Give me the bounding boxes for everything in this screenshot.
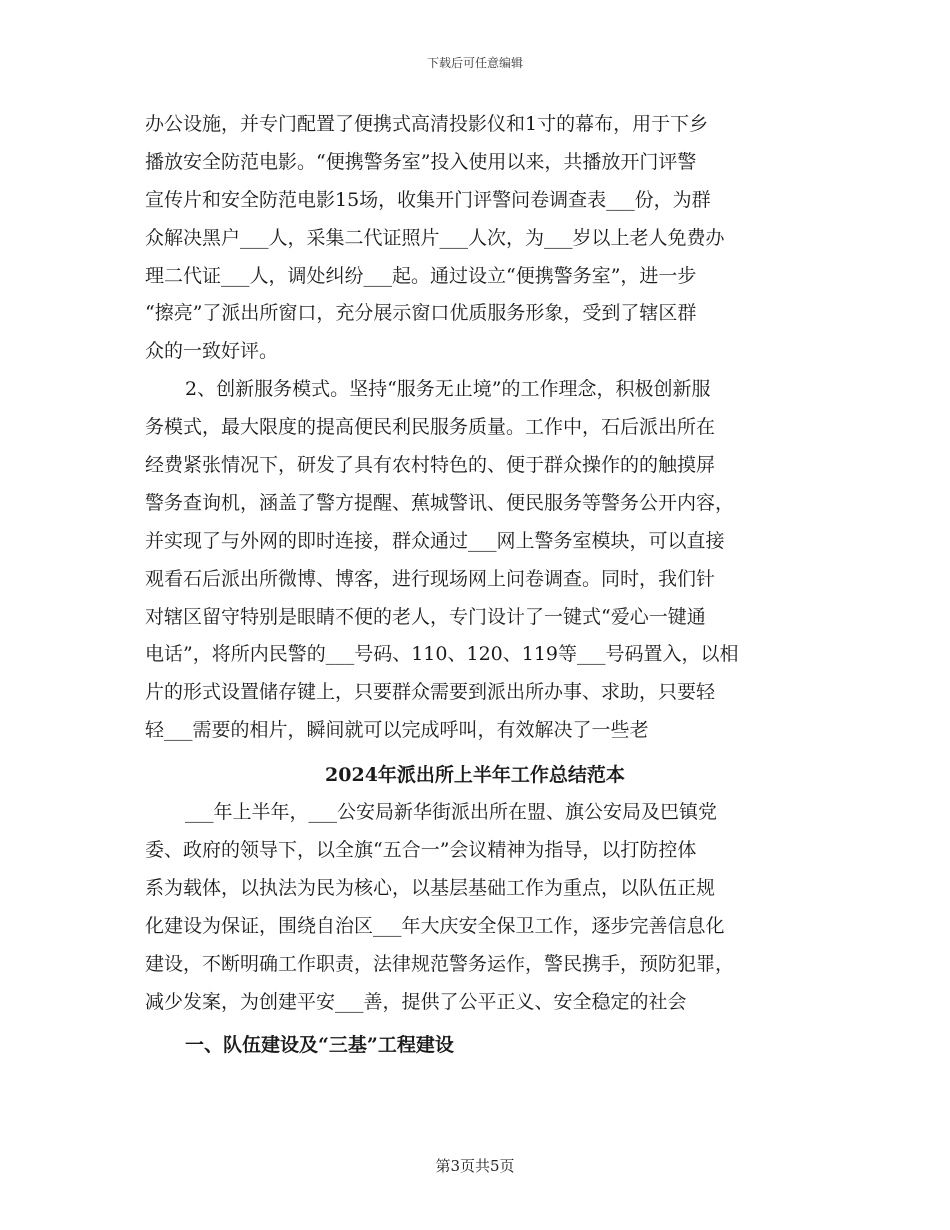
paragraph [145, 794, 825, 1021]
text-line: 对辖区留守特别是眼睛不便的老人，专门设计了一键式“爱心一键通 [145, 605, 706, 628]
text-line: 轻___需要的相片，瞬间就可以完成呼叫，有效解决了一些老 [145, 719, 649, 742]
document-body [145, 106, 825, 1065]
text-line: 系为载体，以执法为民为核心，以基层基础工作为重点，以队伍正规 [145, 876, 716, 899]
bottom-paragraphs [145, 794, 825, 1021]
text-line: 众解决黑户___人，采集二代证照片___人次，为___岁以上老人免费办 [145, 226, 725, 249]
text-line: 播放安全防范电影。“便携警务室”投入使用以来，共播放开门评警 [145, 150, 697, 173]
text-line: 理二代证___人，调处纠纷___起。通过设立“便携警务室”，进一步 [145, 264, 697, 287]
text-line: 减少发案，为创建平安___善，提供了公平正义、安全稳定的社会 [145, 990, 687, 1013]
text-line: 警务查询机，涵盖了警方提醒、蕉城警讯、便民服务等警务公开内容， [145, 491, 735, 514]
top-paragraphs [145, 106, 825, 750]
page-header-note: 下载后可任意编辑 [426, 56, 523, 70]
text-line: 宣传片和安全防范电影15场，收集开门评警问卷调查表___份，为群 [145, 188, 711, 211]
text-line: 观看石后派出所微博、博客，进行现场网上问卷调查。同时，我们针 [145, 567, 716, 590]
document-title: 2024年派出所上半年工作总结范本 [325, 764, 625, 787]
text-line: 众的一致好评。 [145, 340, 279, 363]
text-line: “擦亮”了派出所窗口，充分展示窗口优质服务形象，受到了辖区群 [145, 302, 697, 325]
text-line: 建设，不断明确工作职责，法律规范警务运作，警民携手，预防犯罪， [145, 952, 735, 975]
section-heading: 一、队伍建设及“三基”工程建设 [185, 1034, 454, 1057]
text-line: 电话”，将所内民警的___号码、110、120、119等___号码置入，以相 [145, 643, 739, 666]
text-line: 办公设施，并专门配置了便携式高清投影仪和1寸的幕布，用于下乡 [145, 113, 709, 135]
text-line: 经费紧张情况下，研发了具有农村特色的、便于群众操作的的触摸屏 [145, 454, 716, 477]
text-line: 务模式，最大限度的提高便民利民服务质量。工作中，石后派出所在 [145, 416, 716, 439]
paragraph [145, 106, 825, 371]
paragraph [145, 371, 825, 750]
text-line: 2、创新服务模式。坚持“服务无止境”的工作理念，积极创新服 [185, 378, 711, 401]
text-line: 化建设为保证，围绕自治区___年大庆安全保卫工作，逐步完善信息化 [145, 914, 725, 937]
text-line: 并实现了与外网的即时连接，群众通过___网上警务室模块，可以直接 [145, 529, 725, 552]
text-line: 委、政府的领导下，以全旗“五合一”会议精神为指导，以打防控体 [145, 839, 697, 862]
text-line: 片的形式设置储存键上，只要群众需要到派出所办事、求助，只要轻 [145, 681, 716, 704]
page-number: 第3页共5页 [435, 1157, 515, 1175]
text-line: ___年上半年，___公安局新华街派出所在盟、旗公安局及巴镇党 [185, 801, 718, 824]
